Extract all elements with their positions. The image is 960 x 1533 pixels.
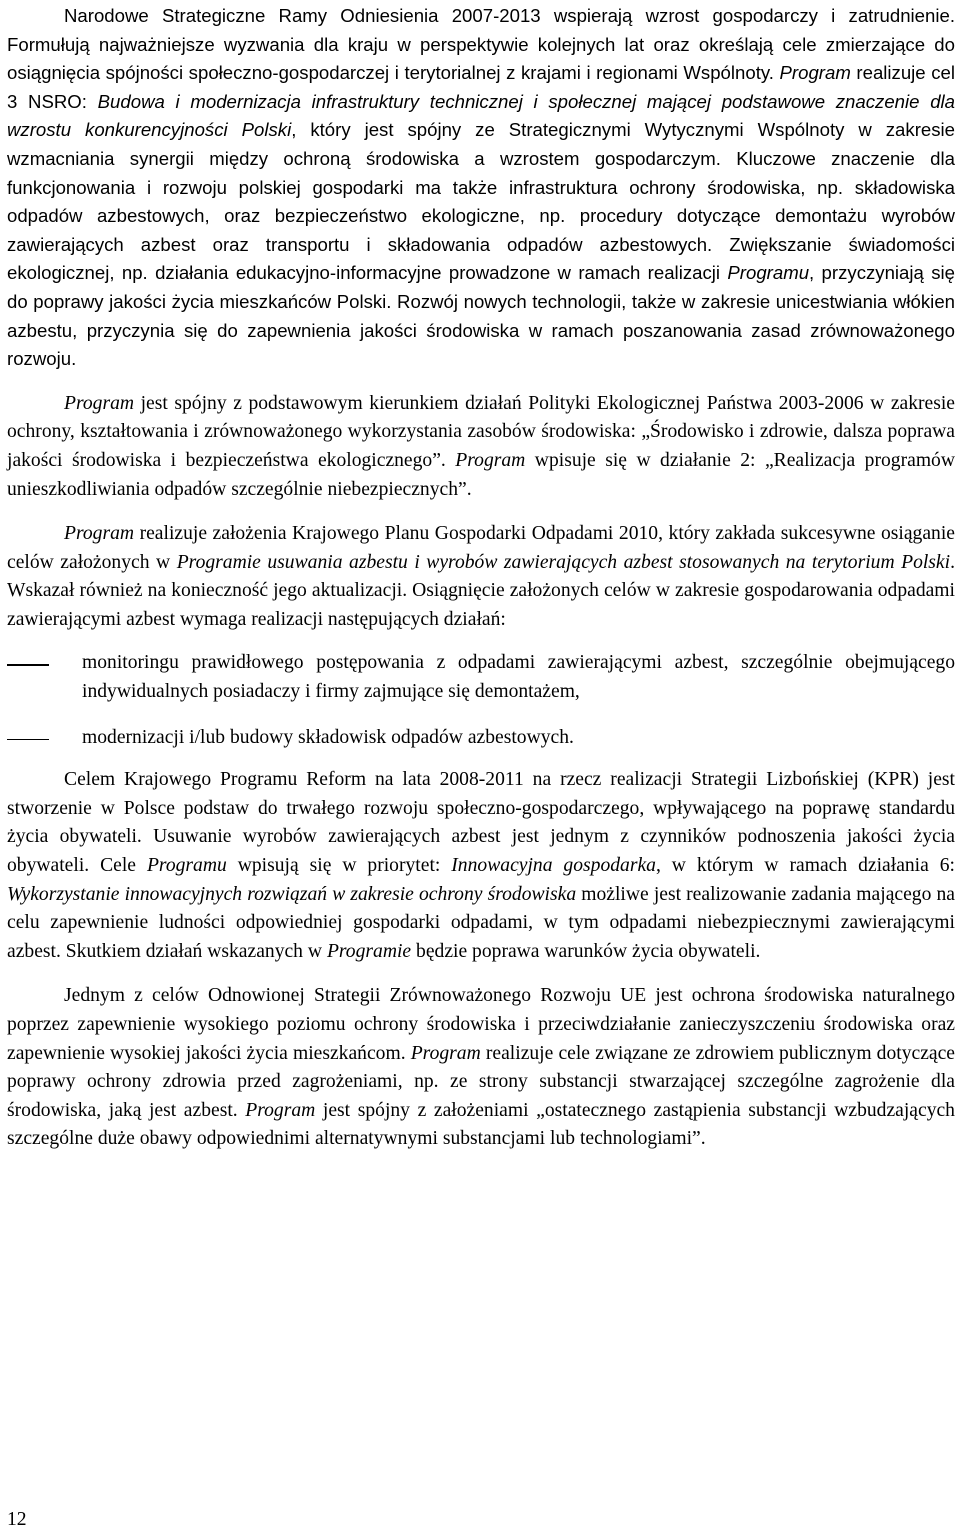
italic-text-run: Wykorzystanie innowacyjnych rozwiązań w zakresie ochrony środowiska bbox=[7, 883, 577, 905]
list-item-text: monitoringu prawidłowego postępowania z odpadami zawierającymi azbest, szczególnie obejmującego indywidualnych posiadaczy i firmy zajmujące się demontażem, bbox=[82, 652, 955, 703]
italic-text-run: Program bbox=[455, 449, 526, 471]
italic-text-run: Program bbox=[245, 1099, 316, 1121]
italic-text-run: Programu bbox=[146, 855, 227, 877]
list-item-text: modernizacji i/lub budowy składowisk odpadów azbestowych. bbox=[82, 726, 574, 748]
text-run: , przyczyniają się do poprawy jakości życia mieszkańców Polski. Rozwój nowych technologii, także w zakresie unicestwiania włókien azbestu, przyczynia się do zapewnienia jakości środowiska w ramach poszanowania zasad zrównoważonego rozwoju. bbox=[7, 262, 955, 370]
text-run: wpisują się w priorytet: bbox=[226, 855, 452, 877]
italic-text-run: Innowacyjna gospodarka bbox=[451, 855, 656, 877]
text-run: możliwe jest realizowanie zadania mającego na celu zapewnienie ludności odpowiedniej gospodarki odpadami, w tym odpadami niebezpiecznymi zawierającymi azbest. Skutkiem działań wskazanych w bbox=[7, 883, 955, 962]
italic-text-run: Program bbox=[64, 392, 135, 414]
document-page bbox=[7, 2, 955, 1154]
paragraph bbox=[7, 520, 955, 634]
list-item bbox=[7, 649, 955, 706]
italic-text-run: Program bbox=[64, 523, 135, 545]
italic-text-run: Programie bbox=[326, 940, 412, 962]
text-run: będzie poprawa warunków życia obywateli. bbox=[411, 940, 761, 962]
text-run: wpisuje się w działanie 2: „Realizacja programów unieszkodliwiania odpadów szczególnie niebezpiecznych”. bbox=[7, 449, 956, 500]
text-run: , w którym w ramach działania 6: bbox=[655, 855, 956, 877]
text-run: . Wskazał również na konieczność jego aktualizacji. Osiągnięcie założonych celów w zakresie gospodarowania odpadami zawierającymi azbest wymaga realizacji następujących działań: bbox=[7, 551, 955, 630]
text-run: Celem Krajowego Programu Reform na lata 2008-2011 na rzecz realizacji Strategii Lizbońskiej (KPR) jest stworzenie w Polsce podstaw do trwałego rozwoju społeczno-gospodarczego, wpływającego na poprawę standardu życia obywateli. Usuwanie wyrobów zawierających azbest jest jednym z czynników podnoszenia jakości życia obywateli. Cele bbox=[7, 769, 955, 877]
italic-text-run: Programu bbox=[727, 262, 810, 284]
italic-text-run: Program bbox=[410, 1042, 481, 1064]
text-run: Jednym z celów Odnowionej Strategii Zrównoważonego Rozwoju UE jest ochrona środowiska naturalnego poprzez zapewnienie wysokiego poziomu ochrony środowiska i przeciwdziałanie zanieczyszczeniu środowiska oraz zapewnienie wysokiej jakości życia mieszkańcom. bbox=[7, 985, 955, 1064]
paragraph bbox=[7, 390, 955, 504]
text-run: jest spójny z założeniami „ostatecznego zastąpienia substancji wzbudzających szczególne duże obawy odpowiednimi alternatywnymi substancjami lub technologiami”. bbox=[7, 1099, 955, 1150]
list-item bbox=[7, 724, 955, 753]
italic-text-run: Programie usuwania azbestu i wyrobów zawierających azbest stosowanych na terytorium Polski bbox=[176, 551, 951, 573]
text-run: realizuje założenia Krajowego Planu Gospodarki Odpadami 2010, który zakłada sukcesywne osiąganie celów założonych w bbox=[7, 523, 955, 573]
text-run: realizuje cele związane ze zdrowiem publicznym dotyczące poprawy ochrony zdrowia przed zagrożeniami, np. ze strony substancji stwarzającej szczególne zagrożenie dla środowiska, jaką jest azbest. bbox=[7, 1042, 955, 1121]
text-run: jest spójny z podstawowym kierunkiem działań Polityki Ekologicznej Państwa 2003-2006 w zakresie ochrony, kształtowania i zrównoważonego wykorzystania zasobów środowiska: „Środowisko i zdrowie, dalsza poprawa jakości środowiska i bezpieczeństwa ekologicznego”. bbox=[7, 392, 955, 471]
page-number: 12 bbox=[7, 1509, 27, 1530]
italic-text-run: Budowa i modernizacja infrastruktury technicznej i społecznej mającej podstawowe znaczenie dla wzrostu konkurencyjności Polski bbox=[7, 90, 956, 141]
paragraph bbox=[7, 766, 955, 966]
text-run: Narodowe Strategiczne Ramy Odniesienia 2007-2013 wspierają wzrost gospodarczy i zatrudnienie. Formułują najważniejsze wyzwania dla kraju w perspektywie kolejnych lat oraz określają cele zmierzające do osiągnięcia spójności społeczno-gospodarczej i terytorialnej z krajami i regionami Wspólnoty. bbox=[7, 5, 955, 84]
action-list bbox=[7, 649, 955, 752]
paragraph bbox=[7, 982, 955, 1154]
text-run: , który jest spójny ze Strategicznymi Wytycznymi Wspólnoty w zakresie wzmacniania synergii między ochroną środowiska a wzrostem gospodarczym. Kluczowe znaczenie dla funkcjonowania i rozwoju polskiej gospodarki ma także infrastruktura ochrony środowiska, np. składowiska odpadów azbestowych, oraz bezpieczeństwo ekologiczne, np. procedury dotyczące demontażu wyrobów zawierających azbest oraz transportu i składowania odpadów azbestowych. Zwiększanie świadomości ekologicznej, np. działania edukacyjno-informacyjne prowadzone w ramach realizacji bbox=[7, 119, 955, 284]
italic-text-run: Program bbox=[779, 62, 851, 84]
text-run: realizuje cel 3 NSRO: bbox=[7, 62, 955, 112]
paragraph bbox=[7, 2, 955, 374]
